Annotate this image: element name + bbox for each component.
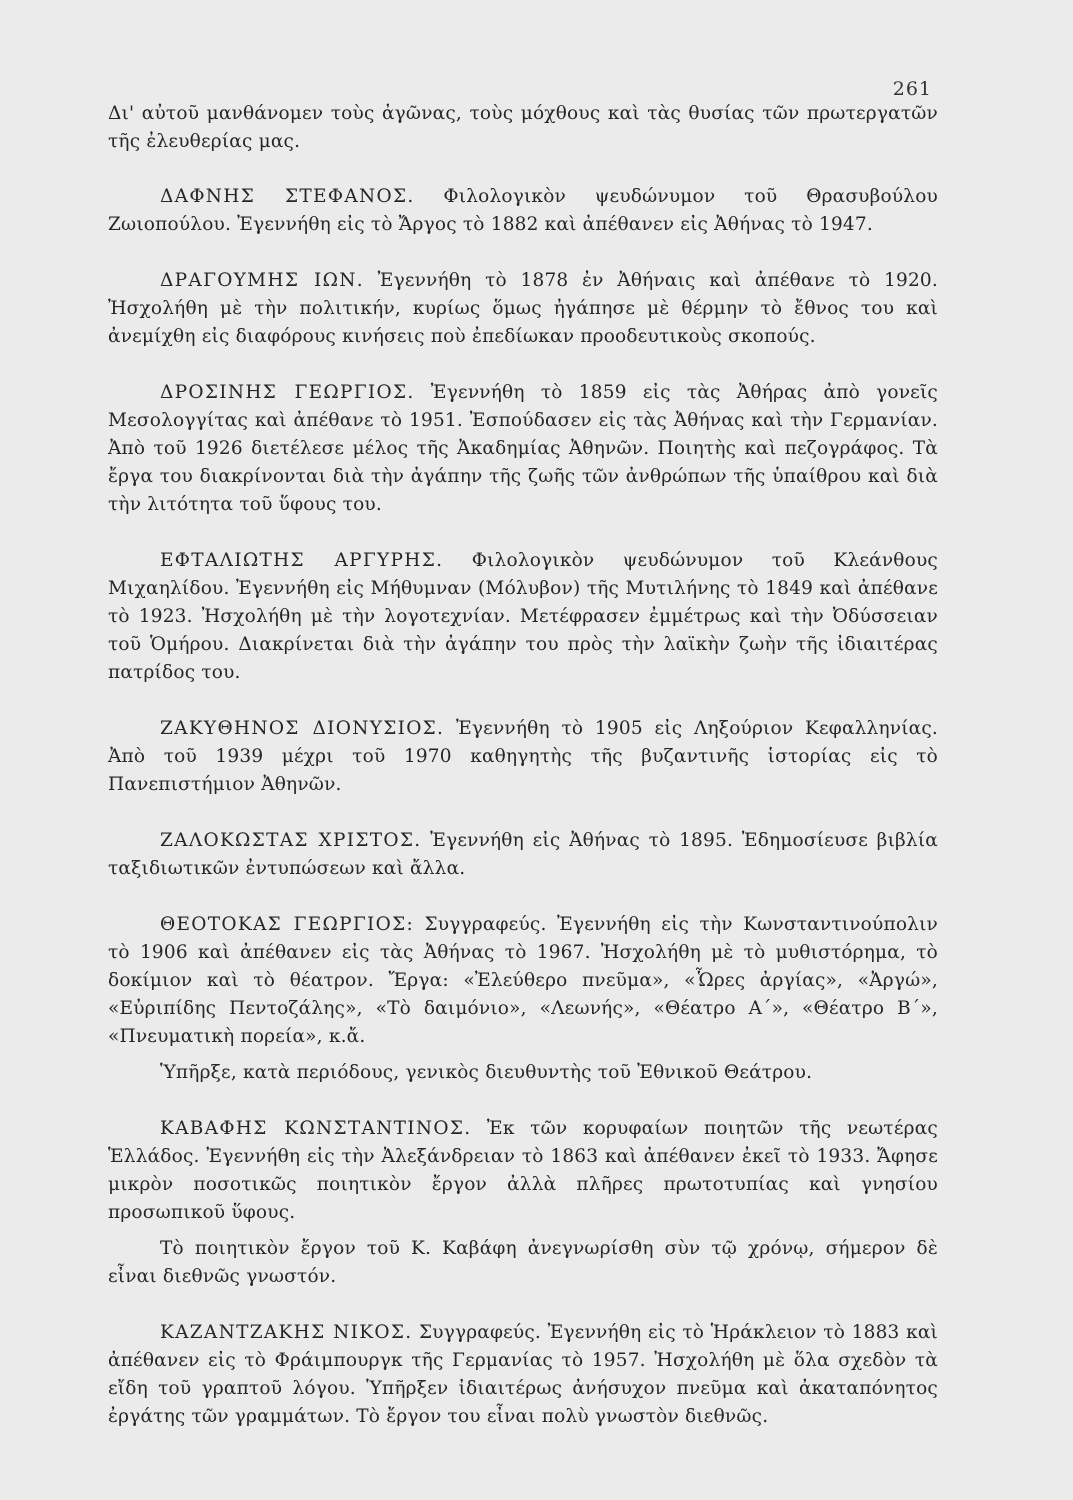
page-content [108,100,938,1459]
entry-extra: Ὑπῆρξε, κατὰ περιόδους, γενικὸς διευθυντὴς τοῦ Ἐθνικοῦ Θεάτρου. [160,1062,813,1083]
entry-text: Φιλολογικὸν ψευδώνυμον τοῦ Κλεάνθους Μιχαηλίδου. Ἐγεννήθη εἰς Μήθυμναν (Μόλυβον) τῆς Μυτιλήνης τὸ 1849 καὶ ἀπέθανε τὸ 1923. Ἠσχολήθη μὲ τὴν λογοτεχνίαν. Μετέφρασεν ἐμμέτρως καὶ τὴν Ὀδύσσειαν τοῦ Ὁμήρου. Διακρίνεται διὰ τὴν ἀγάπην του πρὸς τὴν λαϊκὴν ζωὴν τῆς ἰδιαιτέρας πατρίδος του. [108,550,938,683]
entry-text: Ἐγεννήθη τὸ 1859 εἰς τὰς Ἀθήρας ἀπὸ γονεῖς Μεσολογγίτας καὶ ἀπέθανε τὸ 1951. Ἐσπούδασεν εἰς τὰς Ἀθήνας καὶ τὴν Γερμανίαν. Ἀπὸ τοῦ 1926 διετέλεσε μέλος τῆς Ἀκαδημίας Ἀθηνῶν. Ποιητὴς καὶ πεζογράφος. Τὰ ἔργα του διακρίνονται διὰ τὴν ἀγάπην τῆς ζωῆς τῶν ἀνθρώπων τῆς ὑπαίθρου καὶ διὰ τὴν λιτότητα τοῦ ὕφους του. [108,382,938,515]
entry-name: ΕΦΤΑΛΙΩΤΗΣ ΑΡΓΥΡΗΣ. [160,550,444,571]
entry-name: ΘΕΟΤΟΚΑΣ ΓΕΩΡΓΙΟΣ: [160,914,415,935]
entry-eftaliotis [108,547,938,687]
entry-kazantzakis [108,1319,938,1431]
entry-zalokostas [108,827,938,883]
entry-text: Φιλολογικὸν ψευδώνυμον τοῦ Θρασυβούλου Ζωιοπούλου. Ἐγεννήθη εἰς τὸ Ἄργος τὸ 1882 καὶ ἀπέθανεν εἰς Ἀθήνας τὸ 1947. [108,186,939,235]
entry-name: ΚΑΒΑΦΗΣ ΚΩΝΣΤΑΝΤΙΝΟΣ. [160,1118,472,1139]
entry-name: ΔΑΦΝΗΣ ΣΤΕΦΑΝΟΣ. [160,186,415,207]
entry-name: ΚΑΖΑΝΤΖΑΚΗΣ ΝΙΚΟΣ. [160,1322,413,1343]
entry-text: Συγγραφεύς. Ἐγεννήθη εἰς τὴν Κωνσταντινούπολιν τὸ 1906 καὶ ἀπέθανεν εἰς τὰς Ἀθήνας τὸ 1967. Ἠσχολήθη μὲ τὸ μυθιστόρημα, τὸ δοκίμιον καὶ τὸ θέατρον. Ἔργα: «Ἐλεύθερο πνεῦμα», «Ὧρες ἀργίας», «Ἀργώ», «Εὐριπίδης Πεντοζάλης», «Τὸ δαιμόνιο», «Λεωνής», «Θέατρο Α΄», «Θέατρο Β΄», «Πνευματικὴ πορεία», κ.ἄ. [108,914,938,1047]
entry-extra: Τὸ ποιητικὸν ἔργον τοῦ Κ. Καβάφη ἀνεγνωρίσθη σὺν τῷ χρόνῳ, σήμερον δὲ εἶναι διεθνῶς γνωστόν. [108,1238,938,1287]
entry-name: ΖΑΚΥΘΗΝΟΣ ΔΙΟΝΥΣΙΟΣ. [160,718,445,739]
entry-drosinis [108,379,938,519]
entry-theotokas [108,911,938,1087]
entry-text: Συγγραφεύς. Ἐγεννήθη εἰς τὸ Ἡράκλειον τὸ 1883 καὶ ἀπέθανεν εἰς τὸ Φράιμπουργκ τῆς Γερμανίας τὸ 1957. Ἠσχολήθη μὲ ὅλα σχεδὸν τὰ εἴδη τοῦ γραπτοῦ λόγου. Ὑπῆρξεν ἰδιαιτέρως ἀνήσυχον πνεῦμα καὶ ἀκαταπόνητος ἐργάτης τῶν γραμμάτων. Τὸ ἔργον του εἶναι πολὺ γνωστὸν διεθνῶς. [108,1322,938,1427]
entry-zakythinos [108,715,938,799]
entry-name: ΔΡΟΣΙΝΗΣ ΓΕΩΡΓΙΟΣ. [160,382,415,403]
entry-kavafis [108,1115,938,1291]
entry-text: Ἐγεννήθη τὸ 1878 ἐν Ἀθήναις καὶ ἀπέθανε τὸ 1920. Ἠσχολήθη μὲ τὴν πολιτικήν, κυρίως ὅμως ἠγάπησε μὲ θέρμην τὸ ἔθνος του καὶ ἀνεμίχθη εἰς διαφόρους κινήσεις ποὺ ἐπεδίωκαν προοδευτικοὺς σκοπούς. [108,270,938,347]
entry-dragoumis [108,267,938,351]
entry-name: ΖΑΛΟΚΩΣΤΑΣ ΧΡΙΣΤΟΣ. [160,830,422,851]
page-number: 261 [892,78,932,100]
entry-text: Ἐγεννήθη τὸ 1905 εἰς Ληξούριον Κεφαλληνίας. Ἀπὸ τοῦ 1939 μέχρι τοῦ 1970 καθηγητὴς τῆς βυζαντινῆς ἱστορίας εἰς τὸ Πανεπιστήμιον Ἀθηνῶν. [108,718,939,795]
entry-dafnis [108,183,938,239]
entry-text: Ἐγεννήθη εἰς Ἀθήνας τὸ 1895. Ἐδημοσίευσε βιβλία ταξιδιωτικῶν ἐντυπώσεων καὶ ἄλλα. [108,830,938,879]
entry-name: ΔΡΑΓΟΥΜΗΣ ΙΩΝ. [160,270,364,291]
entry-text: Ἐκ τῶν κορυφαίων ποιητῶν τῆς νεωτέρας Ἑλλάδος. Ἐγεννήθη εἰς τὴν Ἀλεξάνδρειαν τὸ 1863 καὶ ἀπέθανεν ἐκεῖ τὸ 1933. Ἄφησε μικρὸν ποσοτικῶς ποιητικὸν ἔργον ἀλλὰ πλῆρες πρωτοτυπίας καὶ γνησίου προσωπικοῦ ὕφους. [108,1118,938,1223]
intro-paragraph: Δι' αὐτοῦ μανθάνομεν τοὺς ἀγῶνας, τοὺς μόχθους καὶ τὰς θυσίας τῶν πρωτεργατῶν τῆς ἐλευθερίας μας. [108,103,938,152]
